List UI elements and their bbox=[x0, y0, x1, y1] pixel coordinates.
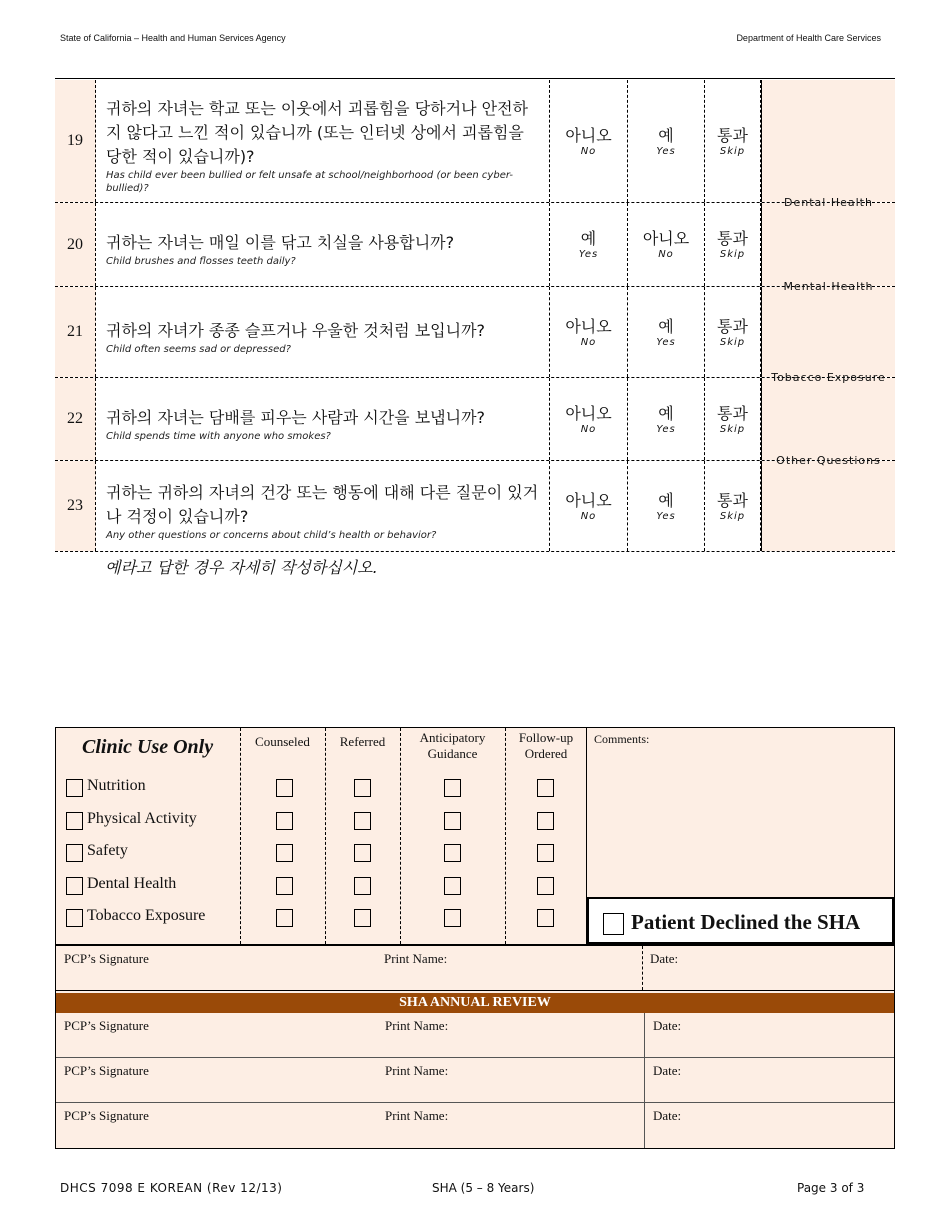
date-label: Date: bbox=[650, 951, 679, 966]
question-number: 19 bbox=[55, 80, 96, 202]
referred-checkbox[interactable] bbox=[354, 812, 371, 830]
divider bbox=[644, 1103, 645, 1148]
answer-option[interactable] bbox=[628, 203, 705, 286]
category-label bbox=[761, 280, 895, 377]
question-row bbox=[55, 371, 895, 461]
question-english: Has child ever been bullied or felt unsafe at school/neighborhood (or been cyber-bullied)? bbox=[106, 170, 514, 194]
counseled-checkbox[interactable] bbox=[276, 812, 293, 830]
answer-option[interactable] bbox=[628, 378, 705, 460]
footer-page-number: Page 3 of 3 bbox=[797, 1181, 865, 1195]
col-counseled: Counseled bbox=[255, 734, 310, 749]
answer-english: No bbox=[580, 423, 597, 435]
answer-option[interactable] bbox=[550, 461, 628, 551]
follow-up-ordered-checkbox[interactable] bbox=[537, 779, 554, 797]
topic-label: Dental Health bbox=[87, 874, 177, 892]
question-text bbox=[96, 80, 550, 202]
answer-option[interactable] bbox=[550, 203, 628, 286]
answer-option[interactable] bbox=[705, 203, 761, 286]
review-signature-row[interactable] bbox=[56, 1058, 894, 1103]
answer-option[interactable] bbox=[628, 461, 705, 551]
review-signature-row[interactable] bbox=[56, 1103, 894, 1148]
answer-english: Skip bbox=[719, 249, 746, 260]
question-text bbox=[96, 461, 550, 551]
answer-korean: 아니오 bbox=[642, 229, 690, 248]
category-text: Dental Health bbox=[784, 196, 873, 209]
follow-up-ordered-checkbox[interactable] bbox=[537, 909, 554, 927]
answer-korean: 아니오 bbox=[565, 125, 612, 145]
answer-english: Skip bbox=[719, 510, 746, 522]
answer-korean: 통과 bbox=[717, 125, 748, 145]
question-korean: 귀하는 귀하의 자녀의 건강 또는 행동에 대해 다른 질문이 있거나 걱정이 있습니까? bbox=[106, 482, 539, 526]
signature-row[interactable] bbox=[56, 944, 894, 991]
referred-checkbox[interactable] bbox=[354, 877, 371, 895]
clinic-use-section bbox=[55, 727, 895, 1149]
question-korean: 귀하의 자녀가 종종 슬프거나 우울한 것처럼 보입니까? bbox=[106, 320, 486, 340]
answer-korean: 통과 bbox=[717, 403, 748, 423]
answer-option[interactable] bbox=[628, 80, 705, 202]
answer-option[interactable] bbox=[705, 287, 761, 377]
question-korean: 귀하의 자녀는 학교 또는 이웃에서 괴롭힘을 당하거나 안전하지 않다고 느낀 적이 있습니까 (또는 인터넷 상에서 괴롭힘을 당한 적이 있습니까)? bbox=[106, 99, 529, 166]
patient-declined-label: Patient Declined the SHA bbox=[631, 910, 861, 934]
pcp-signature-label: PCP’s Signature bbox=[64, 1108, 149, 1123]
question-number: 22 bbox=[55, 378, 96, 460]
answer-option[interactable] bbox=[705, 461, 761, 551]
counseled-checkbox[interactable] bbox=[276, 844, 293, 862]
answer-korean: 예 bbox=[658, 316, 674, 336]
print-name-label: Print Name: bbox=[385, 1063, 449, 1078]
anticipatory-guidance-checkbox[interactable] bbox=[444, 877, 461, 895]
divider bbox=[644, 1013, 645, 1057]
question-row bbox=[55, 196, 895, 287]
topic-label: Nutrition bbox=[87, 777, 146, 794]
question-number: 21 bbox=[55, 287, 96, 377]
question-english: Child often seems sad or depressed? bbox=[106, 343, 291, 355]
col-anticipatory-guidance: Anticipatory Guidance bbox=[419, 730, 486, 761]
pcp-signature-label: PCP’s Signature bbox=[64, 1063, 149, 1078]
topic-label: Safety bbox=[87, 842, 128, 859]
topic-label: Physical Activity bbox=[87, 809, 197, 827]
answer-korean: 예 bbox=[658, 403, 674, 423]
anticipatory-guidance-checkbox[interactable] bbox=[444, 779, 461, 797]
answer-korean: 예 bbox=[658, 125, 674, 145]
comments-label: Comments: bbox=[594, 732, 650, 746]
answer-option[interactable] bbox=[550, 287, 628, 377]
date-label: Date: bbox=[653, 1063, 682, 1078]
date-label: Date: bbox=[653, 1018, 682, 1033]
question-number: 23 bbox=[55, 461, 96, 551]
counseled-checkbox[interactable] bbox=[276, 909, 293, 927]
answer-korean: 예 bbox=[658, 490, 674, 510]
print-name-label: Print Name: bbox=[384, 951, 448, 966]
divider bbox=[644, 1058, 645, 1102]
question-row bbox=[55, 280, 895, 378]
anticipatory-guidance-checkbox[interactable] bbox=[444, 844, 461, 862]
topic-label: Tobacco Exposure bbox=[87, 907, 206, 924]
pcp-signature-label: PCP’s Signature bbox=[64, 1018, 149, 1033]
answer-english: Skip bbox=[719, 423, 746, 435]
answer-english: No bbox=[580, 145, 597, 157]
counseled-checkbox[interactable] bbox=[276, 877, 293, 895]
footer-form-title: SHA (5 – 8 Years) bbox=[432, 1181, 535, 1195]
yes-details-note: 예라고 답한 경우 자세히 작성하십시오. bbox=[105, 558, 378, 577]
answer-english: Yes bbox=[656, 145, 676, 157]
annual-review-banner: SHA ANNUAL REVIEW bbox=[56, 993, 894, 1013]
col-follow-up-ordered: Follow-up Ordered bbox=[518, 730, 574, 761]
category-label bbox=[761, 454, 895, 551]
follow-up-ordered-checkbox[interactable] bbox=[537, 812, 554, 830]
question-text bbox=[96, 203, 550, 286]
category-label bbox=[761, 371, 895, 460]
print-name-label: Print Name: bbox=[385, 1018, 449, 1033]
counseled-checkbox[interactable] bbox=[276, 779, 293, 797]
footer-form-id: DHCS 7098 E KOREAN (Rev 12/13) bbox=[60, 1181, 283, 1195]
category-label bbox=[761, 196, 895, 286]
question-text bbox=[96, 378, 550, 460]
answer-english: Yes bbox=[578, 249, 599, 260]
answer-korean: 아니오 bbox=[565, 403, 612, 423]
answer-english: No bbox=[580, 336, 597, 348]
answer-korean: 통과 bbox=[717, 490, 748, 510]
referred-checkbox[interactable] bbox=[354, 909, 371, 927]
date-label: Date: bbox=[653, 1108, 682, 1123]
answer-english: Yes bbox=[656, 423, 676, 435]
answer-korean: 아니오 bbox=[565, 490, 612, 510]
answer-english: Skip bbox=[719, 336, 746, 348]
answer-english: Skip bbox=[719, 145, 746, 157]
question-text bbox=[96, 287, 550, 377]
answer-korean: 통과 bbox=[717, 316, 748, 336]
anticipatory-guidance-checkbox[interactable] bbox=[444, 812, 461, 830]
clinic-title: Clinic Use Only bbox=[82, 736, 214, 758]
answer-korean: 아니오 bbox=[565, 316, 612, 336]
topic-checkbox[interactable] bbox=[66, 844, 83, 862]
answer-english: No bbox=[658, 249, 674, 260]
answer-english: Yes bbox=[656, 510, 676, 522]
question-korean: 귀하는 자녀는 매일 이를 닦고 치실을 사용합니까? bbox=[106, 233, 455, 252]
patient-declined-box bbox=[587, 897, 894, 944]
question-row bbox=[55, 454, 895, 552]
review-signature-row[interactable] bbox=[56, 1013, 894, 1058]
question-row bbox=[55, 80, 895, 203]
header-department: Department of Health Care Services bbox=[736, 33, 881, 43]
answer-korean: 예 bbox=[580, 229, 597, 248]
answer-option[interactable] bbox=[705, 378, 761, 460]
follow-up-ordered-checkbox[interactable] bbox=[537, 877, 554, 895]
topic-checkbox[interactable] bbox=[66, 779, 83, 797]
answer-option[interactable] bbox=[628, 287, 705, 377]
answer-korean: 통과 bbox=[717, 229, 748, 248]
question-korean: 귀하의 자녀는 담배를 피우는 사람과 시간을 보냅니까? bbox=[106, 407, 486, 427]
category-text: Other Questions bbox=[776, 454, 881, 467]
topic-checkbox[interactable] bbox=[66, 812, 83, 830]
category-label bbox=[761, 80, 895, 202]
patient-declined-checkbox[interactable] bbox=[603, 913, 624, 935]
question-english: Any other questions or concerns about child’s health or behavior? bbox=[106, 529, 437, 541]
divider bbox=[55, 78, 895, 79]
question-english: Child spends time with anyone who smokes? bbox=[106, 430, 331, 442]
header-agency: State of California – Health and Human Services Agency bbox=[60, 33, 286, 43]
topic-checkbox[interactable] bbox=[66, 909, 83, 927]
question-number: 20 bbox=[55, 203, 96, 286]
pcp-signature-label: PCP’s Signature bbox=[64, 951, 149, 966]
anticipatory-guidance-checkbox[interactable] bbox=[444, 909, 461, 927]
answer-option[interactable] bbox=[550, 80, 628, 202]
answer-option[interactable] bbox=[705, 80, 761, 202]
answer-option[interactable] bbox=[550, 378, 628, 460]
print-name-label: Print Name: bbox=[385, 1108, 449, 1123]
answer-english: No bbox=[580, 510, 597, 522]
category-text: Mental Health bbox=[783, 280, 874, 293]
topic-checkbox[interactable] bbox=[66, 877, 83, 895]
follow-up-ordered-checkbox[interactable] bbox=[537, 844, 554, 862]
category-text: Tobacco Exposure bbox=[771, 371, 886, 384]
referred-checkbox[interactable] bbox=[354, 779, 371, 797]
answer-english: Yes bbox=[656, 336, 676, 348]
question-english: Child brushes and flosses teeth daily? bbox=[106, 256, 296, 267]
referred-checkbox[interactable] bbox=[354, 844, 371, 862]
col-referred: Referred bbox=[339, 734, 386, 749]
